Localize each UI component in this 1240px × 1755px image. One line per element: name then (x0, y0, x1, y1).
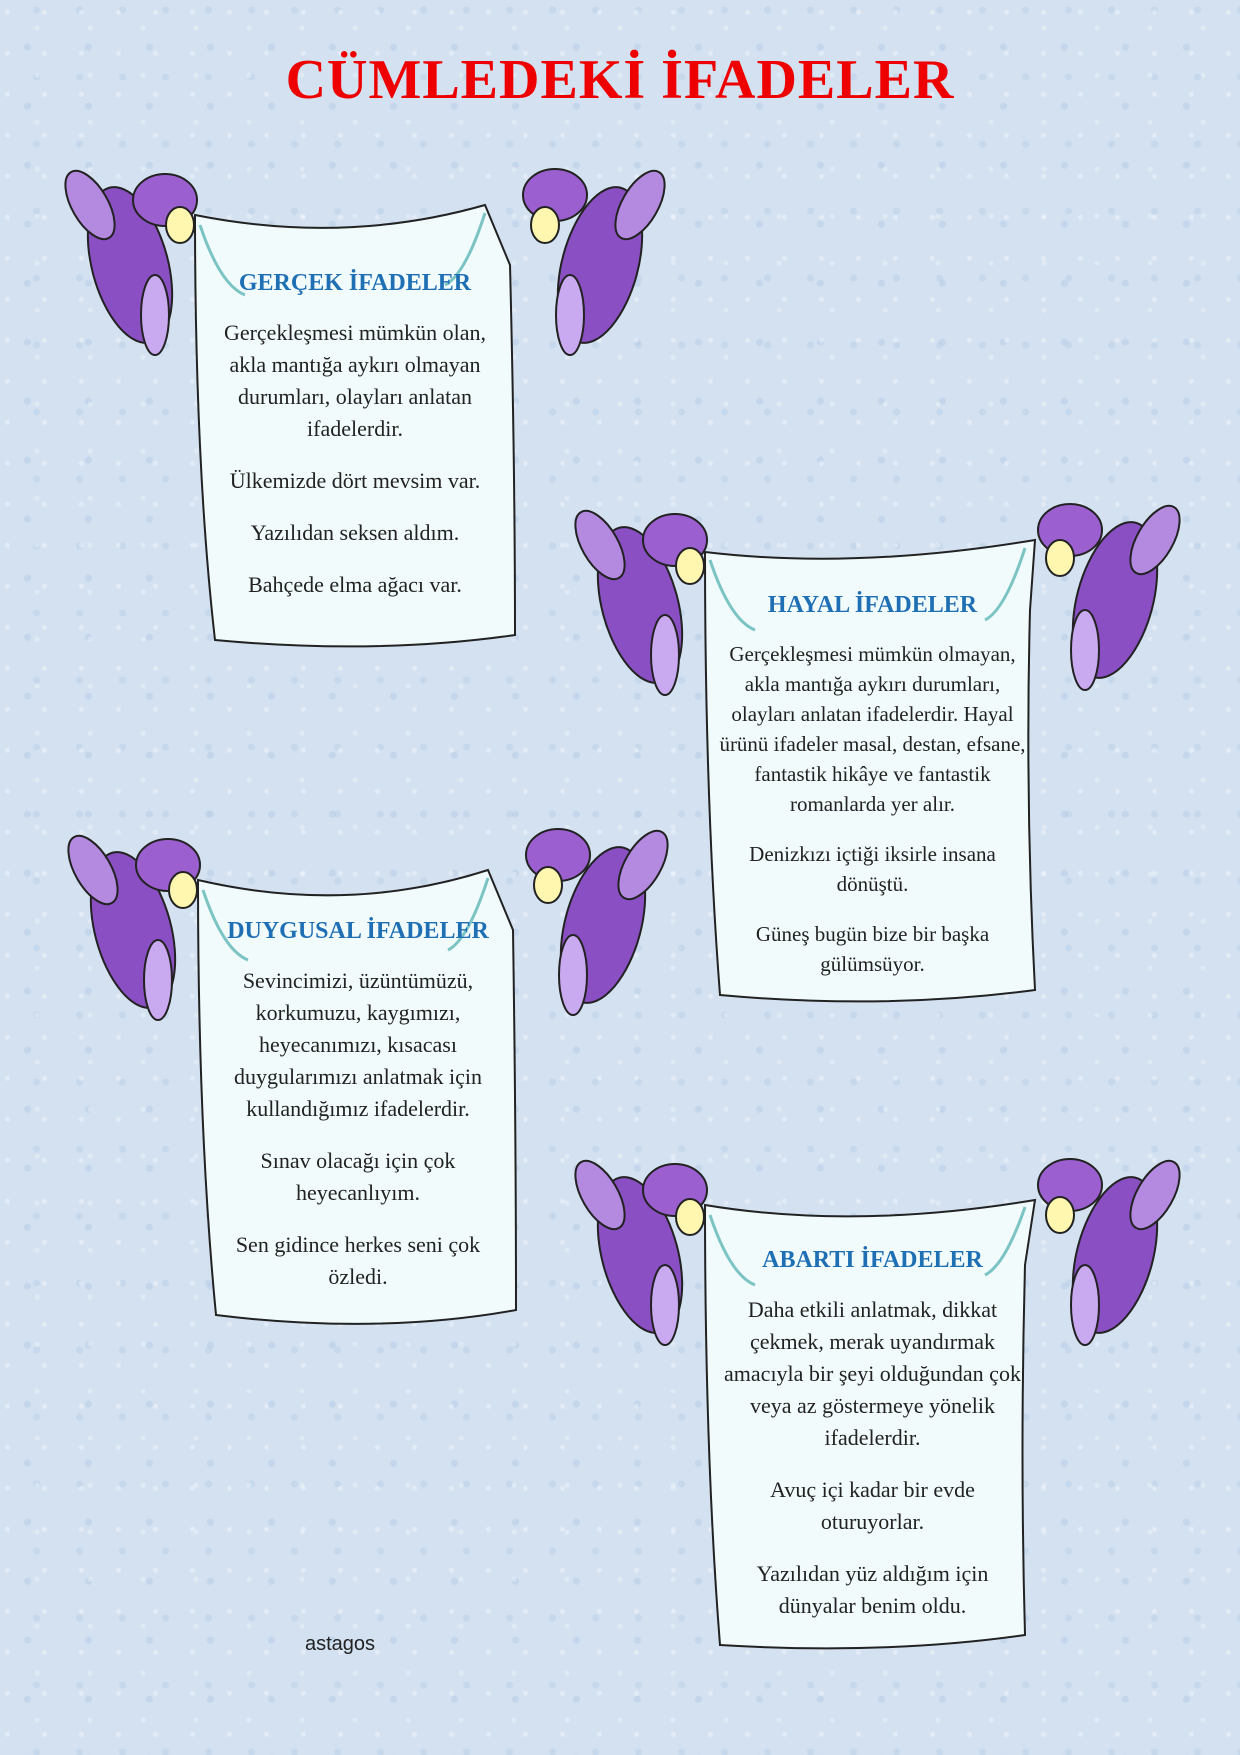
purple-bird-icon (523, 163, 675, 355)
card-example: Sen gidince herkes seni çok özledi. (235, 1232, 481, 1289)
card-heading: DUYGUSAL İFADELER (227, 918, 489, 944)
page-title: CÜMLEDEKİ İFADELER (285, 49, 955, 111)
card-example: Avuç içi kadar bir evde oturuyorlar. (770, 1477, 975, 1534)
card-example: Ülkemizde dört mevsim var. (229, 468, 481, 493)
card-example: Güneş bugün bize bir başka gülümsüyor. (755, 922, 990, 976)
card-abarti (555, 1155, 1195, 1665)
purple-bird-icon (58, 828, 200, 1020)
card-example: Sınav olacağı için çok heyecanlıyım. (260, 1148, 456, 1205)
card-heading: ABARTI İFADELER (762, 1247, 983, 1273)
card-definition: Daha etkili anlatmak, dikkat çekmek, merak uyandırmak amacıyla bir şeyi olduğundan çok veya az göstermeye yönelik ifadelerdir. (724, 1297, 1021, 1450)
purple-bird-icon (565, 1153, 707, 1345)
card-definition: Gerçekleşmesi mümkün olan, akla mantığa aykırı olmayan durumları, olayları anlatan ifadelerdir. (223, 320, 487, 441)
card-definition: Gerçekleşmesi mümkün olmayan, akla mantığa aykırı durumları, olayları anlatan ifadelerdir. Hayal ürünü ifadeler masal, destan, efsane, fantastik hikâye ve fantastik romanlarda yer alır. (719, 642, 1026, 816)
card-heading: GERÇEK İFADELER (238, 270, 472, 296)
purple-bird-icon (565, 503, 707, 695)
card-example: Yazılıdan seksen aldım. (250, 520, 460, 545)
purple-bird-icon (526, 823, 678, 1015)
card-heading: HAYAL İFADELER (767, 592, 978, 618)
card-example: Denizkızı içtiği iksirle insana dönüştü. (749, 842, 996, 896)
purple-bird-icon (1038, 1153, 1190, 1345)
card-example: Yazılıdan yüz aldığım için dünyalar benim oldu. (756, 1561, 989, 1618)
purple-bird-icon (1038, 498, 1190, 690)
purple-bird-icon (55, 163, 197, 355)
card-definition: Sevincimizi, üzüntümüzü, korkumuzu, kaygımızı, heyecanımızı, kısacası duygularımızı anlatmak için kullandığımız ifadelerdir. (233, 968, 483, 1121)
card-example: Bahçede elma ağacı var. (248, 572, 462, 597)
footer-credit: astagos (305, 1633, 376, 1655)
